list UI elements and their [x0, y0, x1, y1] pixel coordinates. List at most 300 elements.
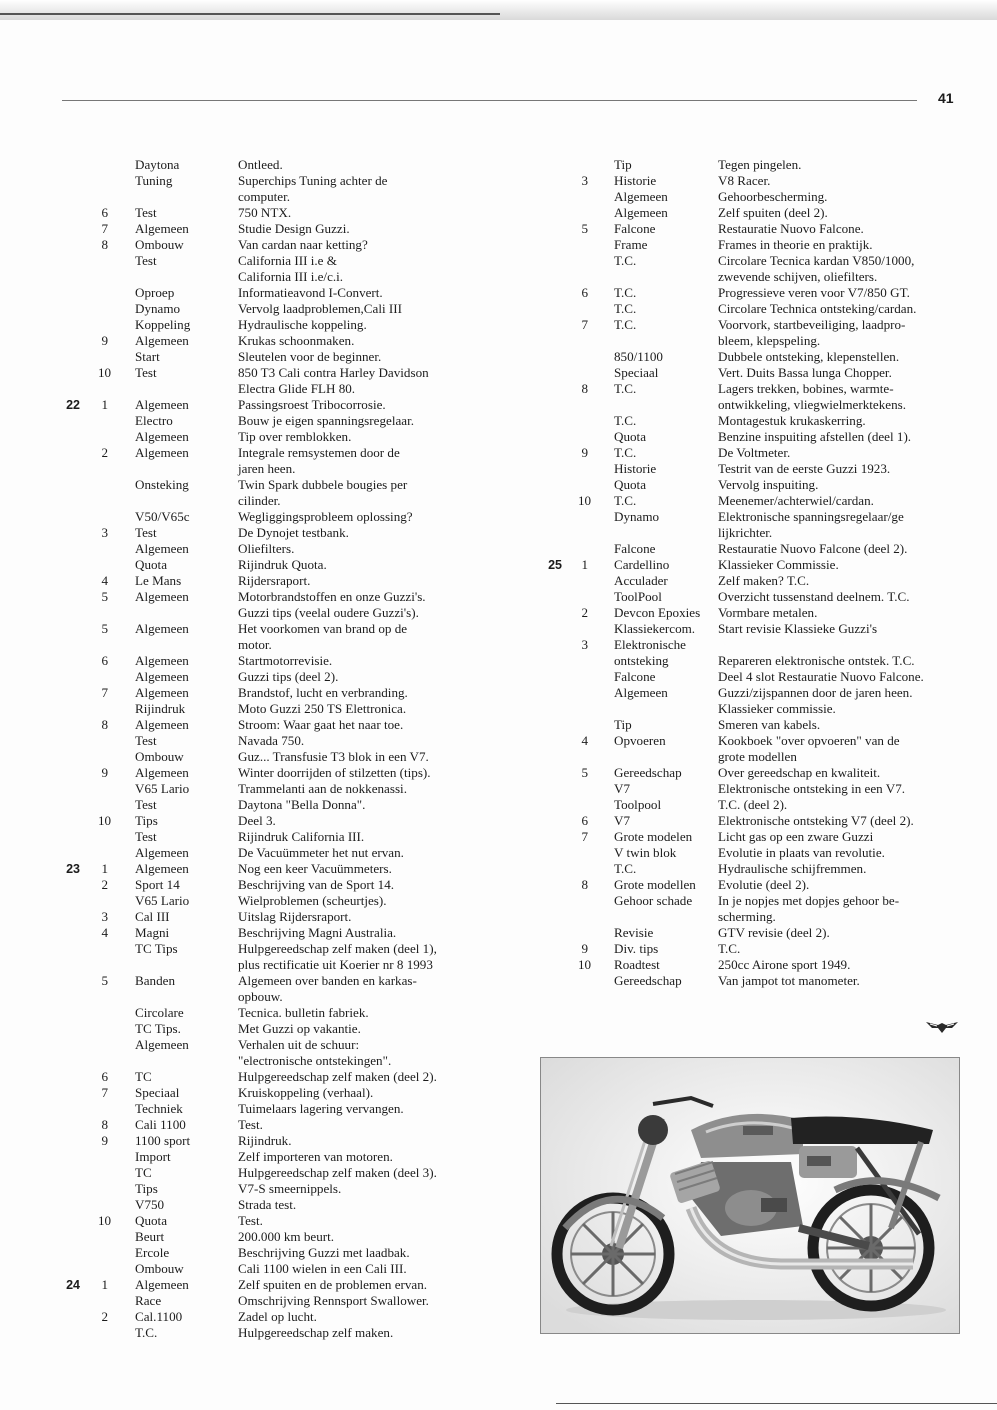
issue-number: 4: [101, 573, 108, 588]
entry-description: Vert. Duits Bassa lunga Chopper.: [718, 365, 892, 380]
entry-category: Elektronische: [614, 637, 686, 652]
entry-category: Tuning: [135, 173, 173, 188]
index-entry: [40, 1245, 510, 1261]
volume-number: 23: [66, 862, 80, 876]
index-entry: [40, 1309, 510, 1325]
entry-description: grote modellen: [718, 749, 797, 764]
entry-description: Beschrijving Guzzi met laadbak.: [238, 1245, 410, 1260]
entry-description: De Voltmeter.: [718, 445, 791, 460]
issue-number: 8: [101, 1117, 108, 1132]
issue-number: 3: [101, 909, 108, 924]
entry-category: Falcone: [614, 221, 656, 236]
entry-category: Test: [135, 829, 157, 844]
index-entry: [40, 445, 510, 461]
entry-description: Dubbele ontsteking, klepenstellen.: [718, 349, 900, 364]
entry-category: Ombouw: [135, 1261, 184, 1276]
index-entry: [40, 653, 510, 669]
entry-description: scherming.: [718, 909, 776, 924]
index-entry: [40, 1053, 510, 1069]
entry-category: T.C.: [614, 301, 637, 316]
index-entry: [520, 365, 970, 381]
index-entry: [520, 221, 970, 237]
issue-number: 9: [101, 1133, 108, 1148]
issue-number: 2: [581, 605, 588, 620]
index-entry: [40, 1261, 510, 1277]
entry-category: Algemeen: [135, 429, 189, 444]
entry-description: jaren heen.: [238, 461, 296, 476]
entry-category: 850/1100: [614, 349, 663, 364]
index-entry: [520, 573, 970, 589]
index-entry: [40, 573, 510, 589]
entry-category: V50/V65c: [135, 509, 190, 524]
entry-description: Hydraulische koppeling.: [238, 317, 367, 332]
entry-category: Devcon Epoxies: [614, 605, 701, 620]
issue-number: 5: [581, 765, 588, 780]
index-entry: [520, 653, 970, 669]
index-entry: [40, 989, 510, 1005]
motorcycle-photo: [540, 1057, 960, 1334]
index-entry: [40, 701, 510, 717]
entry-description: ontwikkeling, vliegwielmerktekens.: [718, 397, 906, 412]
index-entry: [520, 349, 970, 365]
index-entry: [520, 957, 970, 973]
entry-description: Krukas schoonmaken.: [238, 333, 355, 348]
entry-category: Tip: [614, 717, 632, 732]
entry-category: Algemeen: [614, 685, 668, 700]
entry-description: V8 Racer.: [718, 173, 771, 188]
index-entry: [40, 205, 510, 221]
index-entry: [40, 461, 510, 477]
index-entry: [40, 781, 510, 797]
issue-number: 1: [101, 1277, 108, 1292]
index-entry: [40, 733, 510, 749]
index-entry: [520, 541, 970, 557]
entry-category: T.C.: [614, 413, 637, 428]
entry-category: V7: [614, 813, 631, 828]
entry-description: Zelf spuiten (deel 2).: [718, 205, 828, 220]
entry-category: Cardellino: [614, 557, 670, 572]
entry-description: Daytona "Bella Donna".: [238, 797, 366, 812]
index-entry: [40, 541, 510, 557]
entry-description: Uitslag Rijdersraport.: [238, 909, 352, 924]
entry-category: Beurt: [135, 1229, 165, 1244]
entry-description: Overzicht tussenstand deelnem. T.C.: [718, 589, 910, 604]
entry-description: cilinder.: [238, 493, 281, 508]
index-entry: [520, 189, 970, 205]
entry-description: Vervolg inspuiting.: [718, 477, 819, 492]
entry-category: Quota: [135, 1213, 167, 1228]
entry-description: Klassieker commissie.: [718, 701, 836, 716]
entry-description: Omschrijving Rennsport Swallower.: [238, 1293, 429, 1308]
issue-number: 1: [101, 861, 108, 876]
entry-description: Repareren elektronische ontstek. T.C.: [718, 653, 915, 668]
index-entry: [520, 429, 970, 445]
entry-category: Tips: [135, 813, 158, 828]
index-entry: [40, 1293, 510, 1309]
entry-category: T.C.: [614, 285, 637, 300]
entry-description: Montagestuk krukaskerring.: [718, 413, 866, 428]
entry-category: Cali 1100: [135, 1117, 186, 1132]
index-entry: [40, 1005, 510, 1021]
entry-description: Startmotorrevisie.: [238, 653, 333, 668]
entry-description: Test.: [238, 1213, 263, 1228]
entry-category: Quota: [135, 557, 167, 572]
entry-description: Evolutie in plaats van revolutie.: [718, 845, 885, 860]
issue-number: 10: [578, 493, 592, 508]
index-entry: [520, 621, 970, 637]
entry-category: Algemeen: [135, 541, 189, 556]
issue-number: 5: [581, 221, 588, 236]
entry-description: Cali 1100 wielen in een Cali III.: [238, 1261, 407, 1276]
index-entry: [520, 909, 970, 925]
index-entry: [40, 829, 510, 845]
entry-description: Van jampot tot manometer.: [718, 973, 860, 988]
index-entry: [40, 557, 510, 573]
index-entry: [520, 461, 970, 477]
index-entry: [40, 333, 510, 349]
issue-number: 8: [581, 381, 588, 396]
issue-number: 9: [581, 941, 588, 956]
entry-description: Deel 4 slot Restauratie Nuovo Falcone.: [718, 669, 924, 684]
issue-number: 6: [581, 813, 588, 828]
index-entry: [520, 861, 970, 877]
entry-category: Toolpool: [614, 797, 662, 812]
entry-category: Algemeen: [135, 717, 189, 732]
entry-description: Lagers trekken, bobines, warmte-: [718, 381, 894, 396]
index-entry: [40, 861, 510, 877]
index-entry: [520, 669, 970, 685]
index-entry: [40, 941, 510, 957]
index-entry: [40, 1037, 510, 1053]
entry-category: Speciaal: [135, 1085, 180, 1100]
entry-description: Hulpgereedschap zelf maken (deel 1),: [238, 941, 437, 956]
entry-description: 200.000 km beurt.: [238, 1229, 335, 1244]
entry-category: V65 Lario: [135, 781, 190, 796]
entry-category: V7: [614, 781, 631, 796]
volume-number: 25: [548, 558, 562, 572]
entry-description: De Dynojet testbank.: [238, 525, 349, 540]
index-entry: [40, 1277, 510, 1293]
issue-number: 7: [101, 221, 108, 236]
issue-number: 2: [101, 1309, 108, 1324]
issue-number: 6: [581, 285, 588, 300]
entry-category: Test: [135, 525, 157, 540]
index-entry: [40, 813, 510, 829]
index-entry: [40, 973, 510, 989]
index-entry: [40, 429, 510, 445]
entry-description: Zelf importeren van motoren.: [238, 1149, 393, 1164]
entry-description: Beschrijving van de Sport 14.: [238, 877, 395, 892]
index-entry: [520, 717, 970, 733]
entry-category: TC Tips.: [135, 1021, 181, 1036]
entry-description: Trammelanti aan de nokkenassi.: [238, 781, 407, 796]
index-entry: [40, 365, 510, 381]
entry-category: Falcone: [614, 669, 656, 684]
entry-category: Magni: [135, 925, 170, 940]
entry-description: Hulpgereedschap zelf maken.: [238, 1325, 394, 1340]
index-entry: [520, 445, 970, 461]
entry-description: Electra Glide FLH 80.: [238, 381, 356, 396]
index-entry: [520, 877, 970, 893]
entry-description: Voorvork, startbeveiliging, laadpro-: [718, 317, 906, 332]
index-entry: [40, 509, 510, 525]
index-entry: [40, 1133, 510, 1149]
entry-description: Vervolg laadproblemen,Cali III: [238, 301, 402, 316]
index-entry: [40, 1101, 510, 1117]
index-entry: [520, 589, 970, 605]
index-entry: [40, 1325, 510, 1341]
index-entry: [40, 1197, 510, 1213]
entry-description: Wegliggingsprobleem oplossing?: [238, 509, 413, 524]
entry-category: Algemeen: [135, 621, 189, 636]
entry-description: Strada test.: [238, 1197, 297, 1212]
entry-category: Historie: [614, 461, 657, 476]
entry-description: Deel 3.: [238, 813, 276, 828]
index-entry: [40, 797, 510, 813]
issue-number: 4: [101, 925, 108, 940]
index-entry: [40, 893, 510, 909]
entry-category: Koppeling: [135, 317, 191, 332]
entry-description: Frames in theorie en praktijk.: [718, 237, 873, 252]
issue-number: 6: [101, 653, 108, 668]
index-entry: [520, 781, 970, 797]
entry-category: Grote modelen: [614, 829, 693, 844]
issue-number: 7: [581, 317, 588, 332]
entry-category: TC Tips: [135, 941, 178, 956]
entry-category: Le Mans: [135, 573, 182, 588]
issue-number: 7: [101, 685, 108, 700]
entry-category: T.C.: [614, 445, 637, 460]
entry-category: Acculader: [614, 573, 668, 588]
index-entry: [40, 909, 510, 925]
entry-description: Guzzi tips (deel 2).: [238, 669, 339, 684]
entry-category: Grote modellen: [614, 877, 696, 892]
entry-description: Rijindruk Quota.: [238, 557, 327, 572]
entry-description: Stroom: Waar gaat het naar toe.: [238, 717, 404, 732]
index-entry: [520, 301, 970, 317]
entry-category: Import: [135, 1149, 171, 1164]
entry-category: Dynamo: [614, 509, 660, 524]
entry-description: Over gereedschap en kwaliteit.: [718, 765, 881, 780]
issue-number: 9: [581, 445, 588, 460]
index-entry: [40, 621, 510, 637]
entry-category: T.C.: [614, 381, 637, 396]
entry-description: Test.: [238, 1117, 263, 1132]
issue-number: 1: [581, 557, 588, 572]
volume-number: 24: [66, 1278, 80, 1292]
index-entry: [520, 205, 970, 221]
index-entry: [40, 253, 510, 269]
issue-number: 6: [101, 205, 108, 220]
index-entry: [40, 685, 510, 701]
entry-category: T.C.: [614, 493, 637, 508]
entry-description: Rijindruk California III.: [238, 829, 365, 844]
entry-description: Guzzi/zijspannen door de jaren heen.: [718, 685, 913, 700]
index-entry: [520, 413, 970, 429]
index-entry: [40, 717, 510, 733]
index-entry: [40, 1085, 510, 1101]
entry-description: Verhalen uit de schuur:: [238, 1037, 360, 1052]
entry-description: California III i.e &: [238, 253, 337, 268]
entry-description: Integrale remsystemen door de: [238, 445, 400, 460]
entry-category: Test: [135, 365, 157, 380]
entry-category: Sport 14: [135, 877, 180, 892]
index-entry: [520, 253, 970, 269]
entry-category: V65 Lario: [135, 893, 190, 908]
entry-category: Cal III: [135, 909, 170, 924]
entry-category: Test: [135, 205, 157, 220]
entry-category: Ercole: [135, 1245, 170, 1260]
entry-category: Gereedschap: [614, 973, 682, 988]
entry-description: Circolare Tecnica kardan V850/1000,: [718, 253, 915, 268]
entry-category: Algemeen: [135, 221, 189, 236]
entry-description: Motorbrandstoffen en onze Guzzi's.: [238, 589, 426, 604]
entry-description: Tip over remblokken.: [238, 429, 352, 444]
index-entry: [520, 749, 970, 765]
entry-description: Navada 750.: [238, 733, 305, 748]
entry-category: Cal.1100: [135, 1309, 183, 1324]
entry-description: Guz... Transfusie T3 blok in een V7.: [238, 749, 429, 764]
scan-mark: [0, 13, 500, 15]
issue-number: 8: [101, 237, 108, 252]
index-entry: [40, 413, 510, 429]
index-entry: [40, 1149, 510, 1165]
entry-category: Speciaal: [614, 365, 659, 380]
entry-category: Algemeen: [135, 653, 189, 668]
entry-category: Oproep: [135, 285, 175, 300]
index-entry: [520, 237, 970, 253]
entry-description: Evolutie (deel 2).: [718, 877, 810, 892]
issue-number: 3: [581, 637, 588, 652]
index-column-right: [520, 157, 970, 989]
entry-description: Smeren van kabels.: [718, 717, 821, 732]
issue-number: 2: [101, 445, 108, 460]
entry-description: Licht gas op een zware Guzzi: [718, 829, 874, 844]
entry-description: Tuimelaars lagering vervangen.: [238, 1101, 404, 1116]
entry-category: T.C.: [614, 253, 637, 268]
entry-description: Studie Design Guzzi.: [238, 221, 350, 236]
entry-category: Quota: [614, 429, 646, 444]
entry-description: motor.: [238, 637, 272, 652]
issue-number: 1: [101, 397, 108, 412]
entry-description: Bouw je eigen spanningsregelaar.: [238, 413, 414, 428]
index-entry: [520, 701, 970, 717]
entry-category: V750: [135, 1197, 165, 1212]
index-entry: [40, 285, 510, 301]
entry-category: Opvoeren: [614, 733, 666, 748]
entry-category: Race: [135, 1293, 162, 1308]
entry-description: Progressieve veren voor V7/850 GT.: [718, 285, 910, 300]
entry-description: GTV revisie (deel 2).: [718, 925, 830, 940]
entry-category: Algemeen: [614, 205, 668, 220]
entry-category: Electro: [135, 413, 173, 428]
entry-category: Tips: [135, 1181, 158, 1196]
entry-description: Kookboek "over opvoeren" van de: [718, 733, 900, 748]
entry-category: Gehoor schade: [614, 893, 693, 908]
issue-number: 7: [101, 1085, 108, 1100]
entry-description: Start revisie Klassieke Guzzi's: [718, 621, 878, 636]
entry-category: TC: [135, 1165, 152, 1180]
entry-category: Test: [135, 733, 157, 748]
index-entry: [40, 637, 510, 653]
index-entry: [40, 765, 510, 781]
index-entry: [40, 301, 510, 317]
index-entry: [520, 269, 970, 285]
issue-number: 7: [581, 829, 588, 844]
issue-number: 2: [101, 877, 108, 892]
entry-description: Het voorkomen van brand op de: [238, 621, 408, 636]
entry-category: T.C.: [135, 1325, 158, 1340]
entry-description: computer.: [238, 189, 290, 204]
entry-description: Elektronische ontsteking V7 (deel 2).: [718, 813, 914, 828]
index-entry: [520, 173, 970, 189]
index-entry: [40, 189, 510, 205]
entry-category: Rijindruk: [135, 701, 186, 716]
entry-description: Rijindruk.: [238, 1133, 292, 1148]
entry-description: Restauratie Nuovo Falcone.: [718, 221, 864, 236]
entry-description: Nog een keer Vacuümmeters.: [238, 861, 392, 876]
index-entry: [520, 397, 970, 413]
entry-description: Wielproblemen (scheurtjes).: [238, 893, 387, 908]
index-entry: [520, 845, 970, 861]
entry-description: Van cardan naar ketting?: [238, 237, 368, 252]
entry-category: Algemeen: [135, 333, 189, 348]
entry-description: Moto Guzzi 250 TS Elettronica.: [238, 701, 407, 716]
entry-description: Brandstof, lucht en verbranding.: [238, 685, 408, 700]
index-entry: [40, 173, 510, 189]
issue-number: 8: [581, 877, 588, 892]
index-entry: [520, 493, 970, 509]
entry-description: opbouw.: [238, 989, 283, 1004]
index-entry: [520, 157, 970, 173]
entry-category: Daytona: [135, 157, 180, 172]
entry-category: Div. tips: [614, 941, 659, 956]
entry-category: ToolPool: [614, 589, 662, 604]
index-entry: [40, 589, 510, 605]
entry-category: Algemeen: [135, 445, 189, 460]
entry-description: Ontleed.: [238, 157, 283, 172]
entry-description: Testrit van de eerste Guzzi 1923.: [718, 461, 891, 476]
entry-category: Frame: [614, 237, 648, 252]
entry-category: T.C.: [614, 861, 637, 876]
index-entry: [40, 605, 510, 621]
issue-number: 8: [101, 717, 108, 732]
entry-description: Sleutelen voor de beginner.: [238, 349, 382, 364]
index-entry: [520, 941, 970, 957]
entry-category: Roadtest: [614, 957, 660, 972]
entry-description: Elektronische spanningsregelaar/ge: [718, 509, 904, 524]
entry-description: Passingsroest Tribocorrosie.: [238, 397, 386, 412]
entry-description: Zadel op lucht.: [238, 1309, 317, 1324]
issue-number: 5: [101, 973, 108, 988]
entry-description: V7-S smeernippels.: [238, 1181, 342, 1196]
index-entry: [520, 893, 970, 909]
entry-description: Guzzi tips (veelal oudere Guzzi's).: [238, 605, 419, 620]
entry-description: Kruiskoppeling (verhaal).: [238, 1085, 374, 1100]
entry-description: "electronische ontstekingen".: [238, 1053, 392, 1068]
index-entry: [520, 813, 970, 829]
index-entry: [40, 925, 510, 941]
entry-category: Banden: [135, 973, 175, 988]
entry-category: Falcone: [614, 541, 656, 556]
issue-number: 10: [98, 1213, 112, 1228]
entry-category: Historie: [614, 173, 657, 188]
entry-category: Algemeen: [135, 765, 189, 780]
index-entry: [40, 669, 510, 685]
entry-category: Algemeen: [135, 845, 189, 860]
index-entry: [40, 845, 510, 861]
issue-number: 4: [581, 733, 588, 748]
